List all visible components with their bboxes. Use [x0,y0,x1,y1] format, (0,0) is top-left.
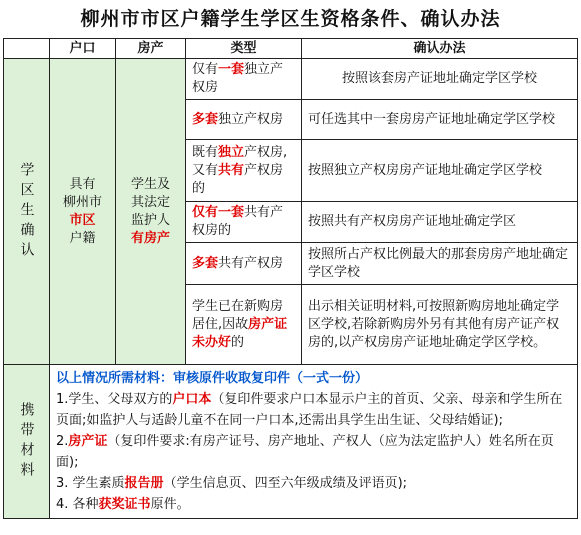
method-cell-3: 按照独立产权房房产证地址确定学区学校 [302,140,578,202]
type-text: 产权房的 [192,162,284,196]
material-item-3 [56,473,571,494]
type-text: 既有 [192,144,219,160]
type-text: 共有产权房的 [192,205,284,238]
header-blank [4,39,50,59]
type-cell-6 [186,285,302,365]
method-cell-6: 出示相关证明材料,可按照新购房地址确定学区学校,若除新购房外另有其他有房产证产权房的,以产权房房产证地址确定学区学校。 [302,285,578,365]
type-text-highlight: 多套 [192,255,219,271]
header-hukou: 户口 [50,39,116,59]
type-text-highlight: 共有 [218,162,245,178]
type-cell-3 [186,140,302,202]
header-property: 房产 [116,39,186,59]
section-label-cell [4,59,50,365]
table-row [4,59,578,100]
property-line1: 学生及 [130,176,170,192]
type-text: 学生已在新购房居住,因故 [192,298,284,332]
page-title: 柳州市市区户籍学生学区生资格条件、确认办法 [80,8,501,30]
property-cell [116,59,186,365]
materials-label-cell [4,365,50,519]
materials-row [4,365,578,519]
materials-heading: 以上情况所需材料：审核原件收取复印件（一式一份） [56,371,369,386]
section1-label: 学区生确认 [18,161,35,262]
type-cell-4 [186,202,302,243]
hukou-line3: 市区 [69,212,96,228]
method-cell-2: 可任选其中一套房房产证地址确定学区学校 [302,100,578,140]
type-text: 共有产权房 [218,255,284,271]
type-cell-5 [186,243,302,285]
material-prefix: 2. [56,434,69,449]
type-text-highlight: 房产证未办好 [192,316,288,350]
header-type: 类型 [186,39,302,59]
material-item-4 [56,494,571,515]
hukou-cell [50,59,116,365]
method-cell-5: 按照所占产权比例最大的那套房房产地址确定学区学校 [302,243,578,285]
type-text: 独立产权房 [192,62,284,95]
type-text: 的 [231,334,245,350]
material-item-1 [56,389,571,431]
table-header-row [4,39,578,59]
material-suffix: 原件。 [150,497,190,512]
method-cell-1: 按照该套房产证地址确定学区学校 [302,59,578,100]
material-highlight: 房产证 [68,434,108,449]
material-highlight: 户口本 [172,392,212,407]
material-suffix: （学生信息页、四至六年级成绩及评语页); [163,476,408,491]
hukou-line4: 户籍 [69,230,96,246]
type-text: 产权房,又有 [192,144,288,178]
property-line4: 有房产 [130,230,170,246]
material-prefix: 3. 学生素质 [56,476,125,491]
method-cell-4: 按照共有产权房房产证地址确定学区 [302,202,578,243]
type-text-highlight: 多套 [192,111,219,127]
type-cell-2 [186,100,302,140]
type-text: 仅有 [192,62,219,77]
type-cell-1 [186,59,302,100]
type-text: 独立产权房 [218,111,284,127]
material-highlight: 获奖证书 [98,497,151,512]
material-highlight: 报告册 [124,476,164,491]
hukou-line2: 柳州市 [62,194,102,210]
property-line2: 其法定 [130,194,170,210]
section2-label: 携带材料 [18,401,35,482]
type-text-highlight: 一套 [218,62,245,77]
type-text-highlight: 独立 [218,144,245,160]
material-item-2 [56,431,571,473]
material-prefix: 4. 各种 [56,497,99,512]
type-text-highlight: 仅有一套 [192,205,245,220]
materials-cell [50,365,578,519]
property-line3: 监护人 [130,212,170,228]
material-prefix: 1.学生、父母双方的 [56,392,173,407]
admission-table [3,38,578,519]
header-method: 确认办法 [302,39,578,59]
material-suffix: （复印件要求户口本显示户主的首页、父亲、母亲和学生所在页面;如监护人与适龄儿童不在同一户口本,还需出具学生出生证、父母结婚证); [56,392,563,428]
material-suffix: （复印件要求:有房产证号、房产地址、产权人（应为法定监护人）姓名所在页面); [56,434,554,470]
hukou-line1: 具有 [69,176,96,192]
